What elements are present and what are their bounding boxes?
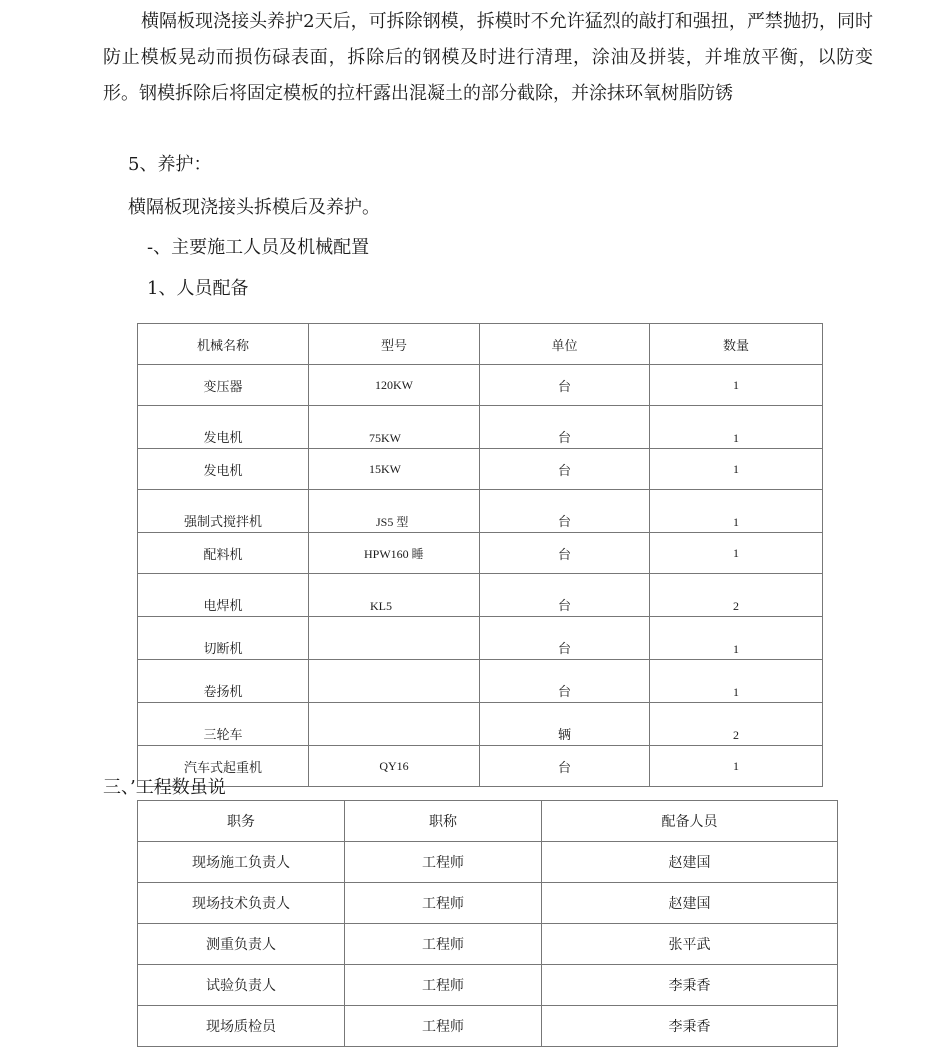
table-row — [138, 533, 823, 574]
machine-model-cell: 75KW — [309, 406, 480, 449]
table-row — [138, 746, 823, 787]
staff-person-cell: 李秉香 — [542, 965, 838, 1006]
machine-unit-cell: 台 — [480, 490, 650, 533]
machine-model-cell — [309, 617, 480, 660]
staff-role-cell: 现场施工负责人 — [138, 842, 345, 883]
table-row — [138, 574, 823, 617]
machine-name-cell: 强制式搅拌机 — [138, 490, 309, 533]
sub1-heading: 1、人员配备 — [147, 278, 249, 299]
table-row — [138, 1006, 838, 1047]
header-cell: 型号 — [309, 324, 480, 365]
machine-name-cell: 变压器 — [138, 365, 309, 406]
staff-role-cell: 测重负责人 — [138, 924, 345, 965]
machine-unit-cell: 台 — [480, 449, 650, 490]
staff-role-cell: 试验负责人 — [138, 965, 345, 1006]
step5-heading: 5、养护： — [128, 154, 212, 175]
machine-qty-cell: 1 — [650, 617, 823, 660]
machine-unit-cell: 台 — [480, 660, 650, 703]
machine-unit-cell: 辆 — [480, 703, 650, 746]
staff-person-cell: 张平武 — [542, 924, 838, 965]
machine-qty-cell: 1 — [650, 533, 823, 574]
machine-model-cell — [309, 660, 480, 703]
machine-unit-cell: 台 — [480, 746, 650, 787]
table-header-row — [138, 801, 838, 842]
machine-model-cell: HPW160 睡 — [309, 533, 480, 574]
machine-name-cell: 汽车式起重机 — [138, 746, 309, 787]
section1-heading: -、主要施工人员及机械配置 — [147, 237, 370, 258]
machine-unit-cell: 台 — [480, 574, 650, 617]
machine-model-cell: JS5 型 — [309, 490, 480, 533]
table-row — [138, 703, 823, 746]
machine-model-cell: 120KW — [309, 365, 480, 406]
table-row — [138, 660, 823, 703]
table-row — [138, 617, 823, 660]
machine-model-cell: KL5 — [309, 574, 480, 617]
table-row — [138, 883, 838, 924]
header-cell: 数量 — [650, 324, 823, 365]
header-cell: 机械名称 — [138, 324, 309, 365]
staff-person-cell: 李秉香 — [542, 1006, 838, 1047]
machine-qty-cell: 1 — [650, 490, 823, 533]
machine-name-cell: 切断机 — [138, 617, 309, 660]
table-row — [138, 449, 823, 490]
staff-title-cell: 工程师 — [345, 842, 542, 883]
machine-name-cell: 发电机 — [138, 406, 309, 449]
machine-unit-cell: 台 — [480, 617, 650, 660]
table-row — [138, 365, 823, 406]
step5-text: 横隔板现浇接头拆模后及养护。 — [128, 197, 380, 218]
staff-title-cell: 工程师 — [345, 965, 542, 1006]
machine-name-cell: 配料机 — [138, 533, 309, 574]
machine-qty-cell: 2 — [650, 703, 823, 746]
header-cell: 职务 — [138, 801, 345, 842]
machine-qty-cell: 1 — [650, 365, 823, 406]
machine-name-cell: 发电机 — [138, 449, 309, 490]
staff-title-cell: 工程师 — [345, 1006, 542, 1047]
staff-table — [137, 800, 838, 1047]
table-row — [138, 490, 823, 533]
machine-name-cell: 卷扬机 — [138, 660, 309, 703]
staff-title-cell: 工程师 — [345, 924, 542, 965]
staff-role-cell: 现场技术负责人 — [138, 883, 345, 924]
machine-qty-cell: 1 — [650, 449, 823, 490]
curing-paragraph: 横隔板现浇接头养护2天后，可拆除钢模，拆模时不允许猛烈的敲打和强扭，严禁抛扔，同时防止模板晃动而损伤碌表面，拆除后的钢模及时进行清理，涂油及拼装，并堆放平衡，以防变形。钢模拆除后将固定模板的拉杆露出混凝土的部分截除，并涂抹环氧树脂防锈 — [103, 11, 873, 104]
staff-title-cell: 工程师 — [345, 883, 542, 924]
section3-heading: 三、’工程数虽说 — [103, 777, 226, 798]
table-header-row — [138, 324, 823, 365]
machine-unit-cell: 台 — [480, 533, 650, 574]
machine-qty-cell: 1 — [650, 746, 823, 787]
machine-name-cell: 三轮车 — [138, 703, 309, 746]
staff-person-cell: 赵建国 — [542, 842, 838, 883]
machine-model-cell — [309, 703, 480, 746]
table-row — [138, 965, 838, 1006]
header-cell: 职称 — [345, 801, 542, 842]
machine-unit-cell: 台 — [480, 365, 650, 406]
staff-role-cell: 现场质检员 — [138, 1006, 345, 1047]
machine-qty-cell: 2 — [650, 574, 823, 617]
header-cell: 配备人员 — [542, 801, 838, 842]
machine-unit-cell: 台 — [480, 406, 650, 449]
machine-name-cell: 电焊机 — [138, 574, 309, 617]
machine-model-cell: 15KW — [309, 449, 480, 490]
staff-person-cell: 赵建国 — [542, 883, 838, 924]
machine-qty-cell: 1 — [650, 406, 823, 449]
table-row — [138, 924, 838, 965]
table-row — [138, 842, 838, 883]
machine-table — [137, 323, 823, 787]
header-cell: 单位 — [480, 324, 650, 365]
machine-model-cell: QY16 — [309, 746, 480, 787]
machine-qty-cell: 1 — [650, 660, 823, 703]
table-row — [138, 406, 823, 449]
